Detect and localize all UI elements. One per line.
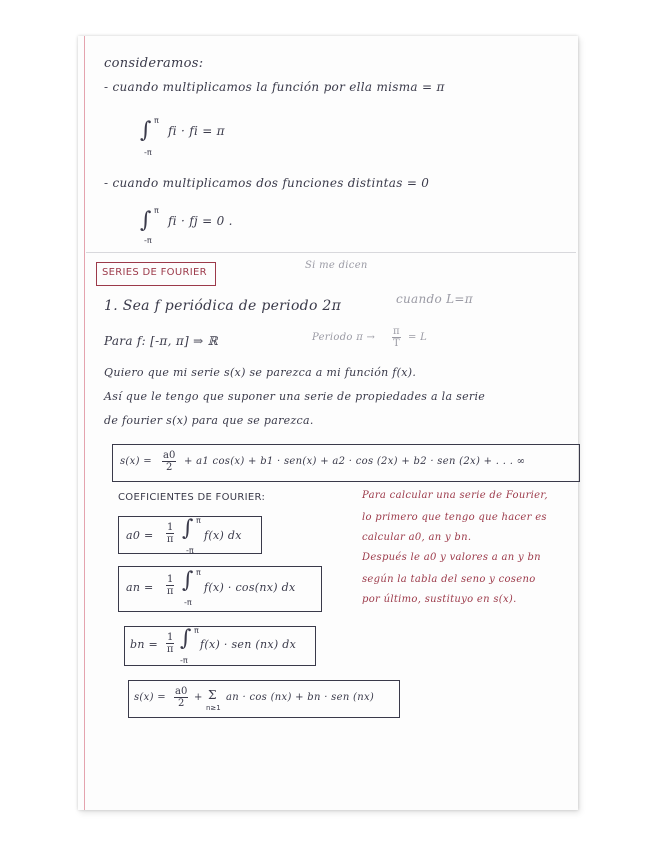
integral-1-body: fi · fi = π [168, 124, 225, 138]
sx-sigma: Σ [208, 688, 217, 702]
aside-note: Si me dicen [305, 260, 368, 271]
domain-line: Para f: [-π, π] ⇒ ℝ [104, 334, 218, 348]
sx-a0-over-2: $\frac{a0}{2}$ [175, 686, 188, 709]
intro-line-2: - cuando multiplicamos dos funciones distintas = 0 [104, 176, 430, 190]
bn-lower: -π [180, 656, 188, 665]
series-lhs: s(x) = [120, 456, 152, 467]
an-one-over-pi: $\frac{1}{\pi}$ [166, 574, 174, 597]
note-line-5: según la tabla del seno y coseno [362, 574, 536, 585]
integral-2-body: fi · fj = 0 . [168, 214, 233, 228]
integral-2-upper: π [154, 206, 159, 215]
intro-title: consideramos: [104, 56, 204, 71]
an-integral-sign: ∫ [182, 568, 194, 593]
a0-upper: π [196, 516, 201, 525]
integral-2-lower: -π [144, 236, 152, 245]
a0-one-over-pi: $\frac{1}{\pi}$ [166, 522, 174, 545]
note-line-2: lo primero que tengo que hacer es [362, 512, 547, 523]
bn-lhs: bn = [130, 638, 159, 651]
a0-lhs: a0 = [126, 529, 154, 542]
integral-1-lower: -π [144, 148, 152, 157]
margin-line [84, 36, 85, 810]
sx-sigma-lower: n≥1 [206, 704, 221, 712]
bn-one-over-pi: $\frac{1}{\pi}$ [166, 632, 174, 655]
quiero-line-1: Quiero que mi serie s(x) se parezca a mi función f(x). [104, 366, 417, 379]
coef-title: COEFICIENTES DE FOURIER: [118, 492, 266, 503]
series-rest: + a1 cos(x) + b1 · sen(x) + a2 · cos (2x) + b2 · sen (2x) + . . . ∞ [184, 456, 526, 467]
periodo-note: Periodo π → [312, 332, 376, 343]
sx-lhs: s(x) = [134, 692, 166, 703]
an-body: f(x) · cos(nx) dx [204, 581, 296, 594]
series-a0-over-2: $\frac{a0}{2}$ [163, 450, 176, 473]
an-lhs: an = [126, 581, 154, 594]
bn-upper: π [194, 626, 199, 635]
sx-body: an · cos (nx) + bn · sen (nx) [226, 692, 375, 703]
section-header: SERIES DE FOURIER [102, 267, 207, 278]
item-1: 1. Sea f periódica de periodo 2π [104, 298, 342, 314]
bn-body: f(x) · sen (nx) dx [200, 638, 297, 651]
bn-integral-sign: ∫ [180, 626, 192, 651]
integral-sign-1: ∫ [140, 118, 152, 143]
sx-plus: + [194, 692, 203, 703]
note-line-4: Después le a0 y valores a an y bn [362, 552, 541, 563]
note-line-6: por último, sustituyo en s(x). [362, 594, 517, 605]
quiero-line-3: de fourier s(x) para que se parezca. [104, 414, 314, 427]
quiero-line-2: Así que le tengo que suponer una serie de propiedades a la serie [104, 390, 486, 403]
an-lower: -π [184, 598, 192, 607]
note-line-3: calcular a0, an y bn. [362, 532, 472, 543]
periodo-fraction: $\frac{\pi}{T}$ [392, 326, 400, 349]
periodo-eq: = L [408, 332, 428, 343]
divider [86, 252, 576, 253]
note-line-1: Para calcular una serie de Fourier, [362, 490, 548, 501]
an-upper: π [196, 568, 201, 577]
integral-1-upper: π [154, 116, 159, 125]
item-1-note: cuando L=π [396, 292, 473, 306]
a0-integral-sign: ∫ [182, 516, 194, 541]
a0-body: f(x) dx [204, 529, 242, 542]
a0-lower: -π [186, 546, 194, 555]
intro-line-1: - cuando multiplicamos la función por ella misma = π [104, 80, 445, 94]
integral-sign-2: ∫ [140, 208, 152, 233]
